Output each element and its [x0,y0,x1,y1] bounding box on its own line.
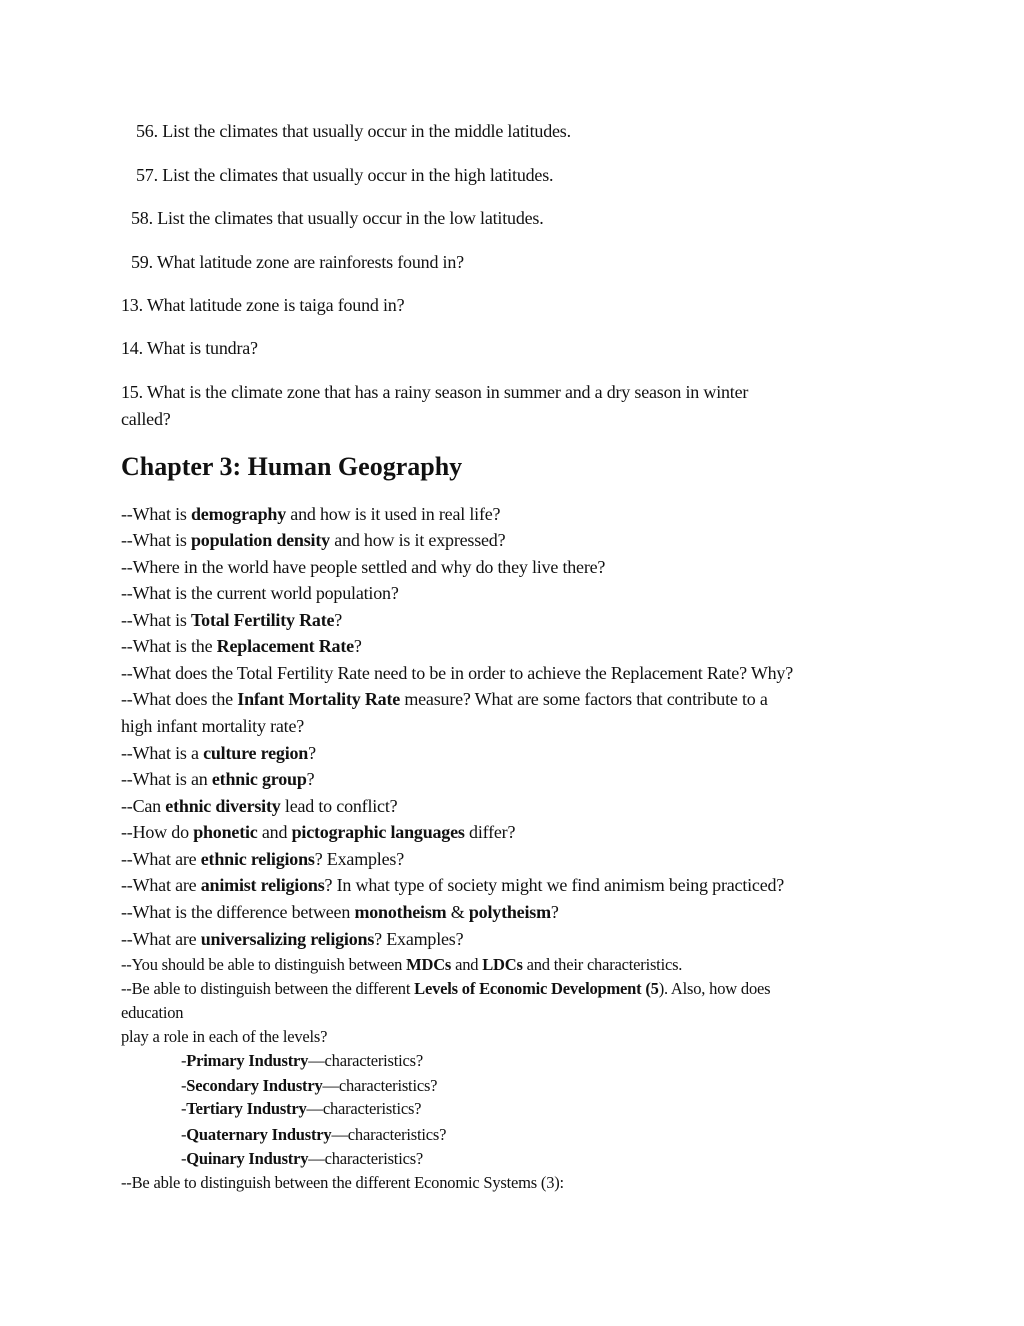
text-segment: ? [334,610,343,630]
text-segment: ? [306,769,315,789]
text-segment: —characteristics? [308,1051,424,1070]
text-segment: high infant mortality rate? [121,716,305,736]
text-segment: —characteristics? [306,1099,422,1118]
bold-term: MDCs [406,955,452,974]
review-question-line [121,635,362,657]
text-segment: - [181,1051,187,1070]
text-segment: ). Also, how does [658,979,771,998]
text-segment: education [121,1003,184,1022]
review-question-line [121,848,404,870]
bold-term: Primary Industry [186,1051,309,1070]
text-segment: and how is it expressed? [329,530,506,550]
question-58: 58. List the climates that usually occur in the low latitudes. [131,208,544,228]
text-segment: --What is an [121,769,212,789]
bold-term: pictographic languages [291,822,465,842]
economic-item-line [121,1002,183,1024]
bold-term: culture region [203,743,309,763]
review-question-line [121,688,768,710]
bold-term: animist religions [200,875,325,895]
review-question-line [121,529,505,551]
question-15-continued: called? [121,409,171,429]
review-question-line [121,556,605,578]
text-segment: measure? What are some factors that contribute to a [400,689,768,709]
bold-term: ethnic diversity [165,796,281,816]
text-segment: and their characteristics. [522,955,683,974]
text-segment: - [181,1125,187,1144]
economic-item-line [181,1148,423,1170]
bold-term: universalizing religions [200,929,375,949]
text-segment: --What does the [121,689,238,709]
bold-term: ethnic group [211,769,307,789]
text-segment: and [451,955,483,974]
text-segment: --Be able to distinguish between the different [121,979,415,998]
question-57: 57. List the climates that usually occur in the high latitudes. [136,165,554,185]
text-segment: & [446,902,469,922]
review-question-line [121,715,304,737]
question-56: 56. List the climates that usually occur in the middle latitudes. [136,121,571,141]
text-segment: lead to conflict? [280,796,398,816]
economic-item-line [121,978,770,1000]
text-segment: —characteristics? [322,1076,438,1095]
economic-item-line [181,1124,446,1146]
text-segment: differ? [464,822,516,842]
text-segment: --How do [121,822,194,842]
text-segment: ? In what type of society might we find animism being practiced? [324,875,785,895]
economic-item-line [181,1050,423,1072]
bold-term: Levels of Economic Development (5 [414,979,659,998]
text-segment: --What does the Total Fertility Rate need to be in order to achieve the Replacement Rate? Why? [121,663,794,683]
review-question-line [121,901,559,923]
bold-term: Quaternary Industry [186,1125,332,1144]
bold-term: Total Fertility Rate [190,610,335,630]
text-segment: --Can [121,796,166,816]
economic-item-line [121,1172,564,1194]
chapter-heading: Chapter 3: Human Geography [121,452,463,481]
question-15: 15. What is the climate zone that has a rainy season in summer and a dry season in winter [121,382,749,402]
text-segment: - [181,1076,187,1095]
review-question-line [121,582,399,604]
bold-term: population density [190,530,330,550]
bold-term: demography [190,504,286,524]
economic-item-line [181,1098,421,1120]
text-segment: ? [308,743,316,763]
bold-term: Quinary Industry [186,1149,309,1168]
review-question-line [121,928,463,950]
review-question-line [121,795,397,817]
text-segment: --Be able to distinguish between the different Economic Systems (3): [121,1173,564,1192]
economic-item-line [181,1075,437,1097]
text-segment: --What is the difference between [121,902,355,922]
text-segment: ? [550,902,559,922]
question-14: 14. What is tundra? [121,338,258,358]
text-segment: --What is a [121,743,204,763]
text-segment: —characteristics? [331,1125,447,1144]
review-question-line [121,742,316,764]
question-59: 59. What latitude zone are rainforests found in? [131,252,464,272]
text-segment: --What is [121,504,191,524]
bold-term: LDCs [482,955,523,974]
review-question-line [121,609,342,631]
text-segment: --What is the current world population? [121,583,399,603]
text-segment: --What are [121,849,201,869]
review-question-line [121,768,314,790]
review-question-line [121,821,515,843]
text-segment: --You should be able to distinguish between [121,955,407,974]
bold-term: monotheism [354,902,447,922]
text-segment: ? [353,636,362,656]
text-segment: ? Examples? [374,929,464,949]
text-segment: --Where in the world have people settled and why do they live there? [121,557,606,577]
bold-term: Infant Mortality Rate [237,689,401,709]
economic-item-line [121,1026,327,1048]
bold-term: phonetic [193,822,258,842]
text-segment: --What are [121,875,201,895]
bold-term: polytheism [468,902,551,922]
question-13: 13. What latitude zone is taiga found in? [121,295,405,315]
text-segment: and [257,822,292,842]
review-question-line [121,503,500,525]
text-segment: and how is it used in real life? [286,504,501,524]
bold-term: Tertiary Industry [186,1099,307,1118]
text-segment: --What is the [121,636,217,656]
text-segment: --What is [121,530,191,550]
text-segment: - [181,1149,187,1168]
text-segment: --What is [121,610,191,630]
text-segment: play a role in each of the levels? [121,1027,328,1046]
bold-term: Secondary Industry [186,1076,323,1095]
review-question-line [121,662,793,684]
review-question-line [121,874,784,896]
text-segment: --What are [121,929,201,949]
bold-term: ethnic religions [200,849,315,869]
economic-item-line [121,954,682,976]
text-segment: ? Examples? [314,849,404,869]
text-segment: - [181,1099,187,1118]
bold-term: Replacement Rate [216,636,354,656]
text-segment: —characteristics? [308,1149,424,1168]
